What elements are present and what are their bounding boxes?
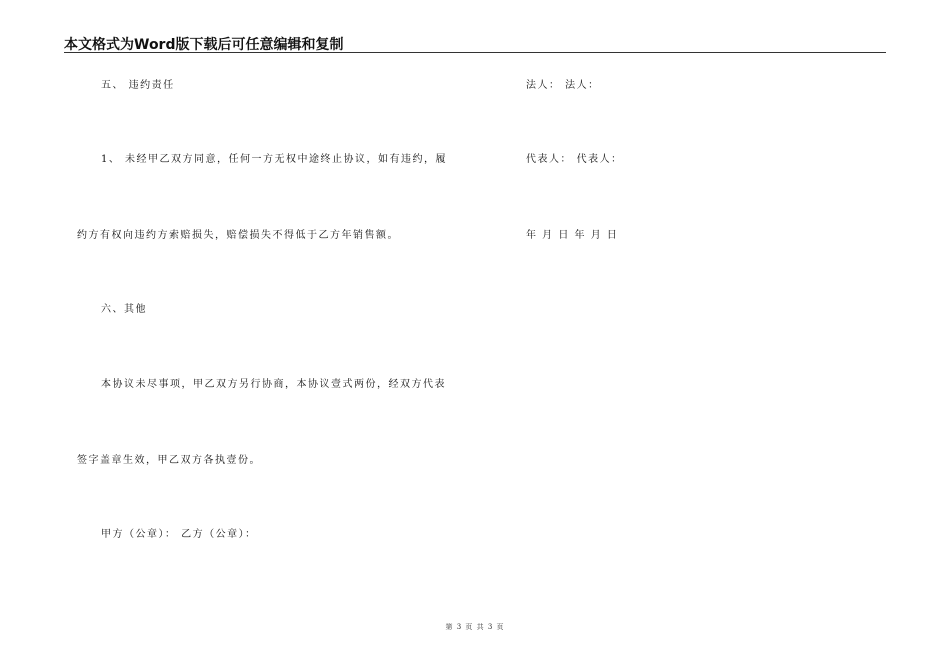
clause-1-line-2: 约方有权向违约方索赔损失，赔偿损失不得低于乙方年销售额。 bbox=[77, 230, 399, 241]
page-number-footer: 第 3 页 共 3 页 bbox=[445, 623, 505, 631]
section-6-heading: 六、其他 bbox=[101, 304, 147, 315]
other-terms-line-1: 本协议未尽事项，甲乙双方另行协商，本协议壹式两份，经双方代表 bbox=[101, 379, 446, 390]
representative-line: 代表人： 代表人： bbox=[526, 154, 623, 165]
seal-line: 甲方（公章）： 乙方（公章）： bbox=[101, 529, 257, 540]
document-header-title: 本文格式为Word版下载后可任意编辑和复制 bbox=[64, 37, 344, 53]
date-line: 年 月 日 年 月 日 bbox=[526, 230, 619, 241]
other-terms-line-2: 签字盖章生效，甲乙双方各执壹份。 bbox=[77, 455, 261, 466]
section-5-heading: 五、 违约责任 bbox=[101, 80, 175, 91]
legal-person-line: 法人： 法人： bbox=[526, 80, 600, 91]
header-divider bbox=[64, 52, 886, 53]
clause-1-line-1: 1、 未经甲乙双方同意，任何一方无权中途终止协议，如有违约，履 bbox=[101, 154, 448, 165]
